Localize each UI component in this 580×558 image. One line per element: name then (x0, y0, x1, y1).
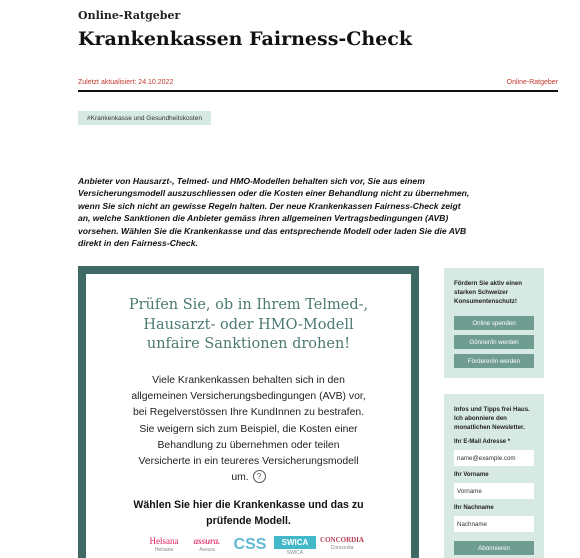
choose-heading-line: prüfende Modell. (206, 515, 291, 527)
topic-tag[interactable]: #Krankenkasse und Gesundheitskosten (78, 111, 211, 125)
check-description-line (78, 470, 419, 486)
check-description-line: bei Regelverstössen Ihre KundInnen zu bestrafen. (132, 407, 365, 419)
insurer-logo-css[interactable] (228, 536, 272, 554)
insurer-name: CSS (233, 536, 267, 553)
insurer-name: assura. (193, 536, 221, 546)
choose-heading-line: Wählen Sie hier die Krankenkasse und das zu (133, 499, 364, 511)
insurer-name: CONCORDIA (320, 536, 364, 544)
last-name-field[interactable] (454, 516, 534, 532)
support-text: Fördern Sie aktiv einen starken Schweizer Konsumentenschutz! (454, 280, 523, 306)
email-field[interactable] (454, 450, 534, 466)
last-name-label: Ihr Nachname (454, 505, 494, 511)
check-description-line: Versicherte in ein teureres Versicherungsmodell (138, 456, 359, 468)
help-icon[interactable]: ? (253, 470, 266, 483)
insurer-logos (78, 536, 419, 558)
insurer-logo-swica[interactable] (274, 536, 316, 556)
page-title: Krankenkassen Fairness-Check (78, 28, 413, 50)
check-headline-line: Hausarzt- oder HMO-Modell (143, 316, 354, 333)
insurer-caption: SWICA (286, 550, 304, 556)
insurer-logo-helsana[interactable] (140, 536, 188, 553)
check-headline (78, 296, 419, 355)
subscribe-button[interactable]: Abonnieren (454, 541, 534, 555)
check-description (78, 373, 419, 486)
newsletter-text: Infos und Tipps frei Haus. Ich abonniere den monatlichen Newsletter. (454, 406, 530, 432)
check-description-line: Viele Krankenkassen behalten sich in den (152, 375, 345, 386)
newsletter-box (444, 394, 544, 558)
insurer-caption: Helsana (154, 547, 174, 553)
check-description-end: um. (231, 472, 249, 484)
intro-text: Anbieter von Hausarzt-, Telmed- und HMO-Modellen behalten sich vor, Sie aus einem Versicherungsmodell auszuschliessen oder die Kosten einer Behandlung nicht zu übernehmen, wenn Sie sich nicht an gewisse Regeln halten. Der neue Krankenkassen Fairness-Check zeigt an, welche Sanktionen die Anbieter gemäss ihren allgemeinen Vertragsbedingungen (AVB) vorsehen. Wählen Sie die Krankenkasse und das entsprechende Modell oder laden Sie die AVB direkt in den Fairness-Check. (78, 176, 470, 249)
check-description-line: Sie weigern sich zum Beispiel, die Kosten einer (139, 423, 358, 435)
become-patron-button[interactable]: Gönner/in werden (454, 335, 534, 349)
choose-insurer-heading (78, 497, 419, 529)
insurer-name: SWICA (274, 536, 316, 549)
page-kicker: Online-Ratgeber (78, 9, 181, 22)
check-description-line: allgemeinen Versicherungsbedingungen (AVB) vor, (131, 391, 366, 403)
insurer-caption: Assura (199, 547, 215, 553)
insurer-logo-assura[interactable] (183, 536, 231, 553)
section-link[interactable]: Online-Ratgeber (506, 79, 558, 86)
check-description-line: Behandlung zu übernehmen oder teilen (157, 439, 340, 451)
first-name-field[interactable] (454, 483, 534, 499)
first-name-label: Ihr Vorname (454, 472, 489, 478)
donate-online-button[interactable]: Online spenden (454, 316, 534, 330)
last-updated: Zuletzt aktualisiert: 24.10.2022 (78, 79, 174, 86)
insurer-caption: Concordia (330, 545, 354, 551)
support-box (444, 268, 544, 378)
check-headline-line: unfaire Sanktionen drohen! (146, 336, 351, 352)
header-divider (78, 90, 558, 92)
insurer-name: Helsana (149, 536, 179, 546)
check-headline-line: Prüfen Sie, ob in Ihrem Telmed-, (128, 297, 369, 313)
insurer-logo-concordia[interactable] (318, 536, 366, 551)
email-label: Ihr E-Mail Adresse * (454, 439, 511, 445)
become-supporter-button[interactable]: Förderer/in werden (454, 354, 534, 368)
